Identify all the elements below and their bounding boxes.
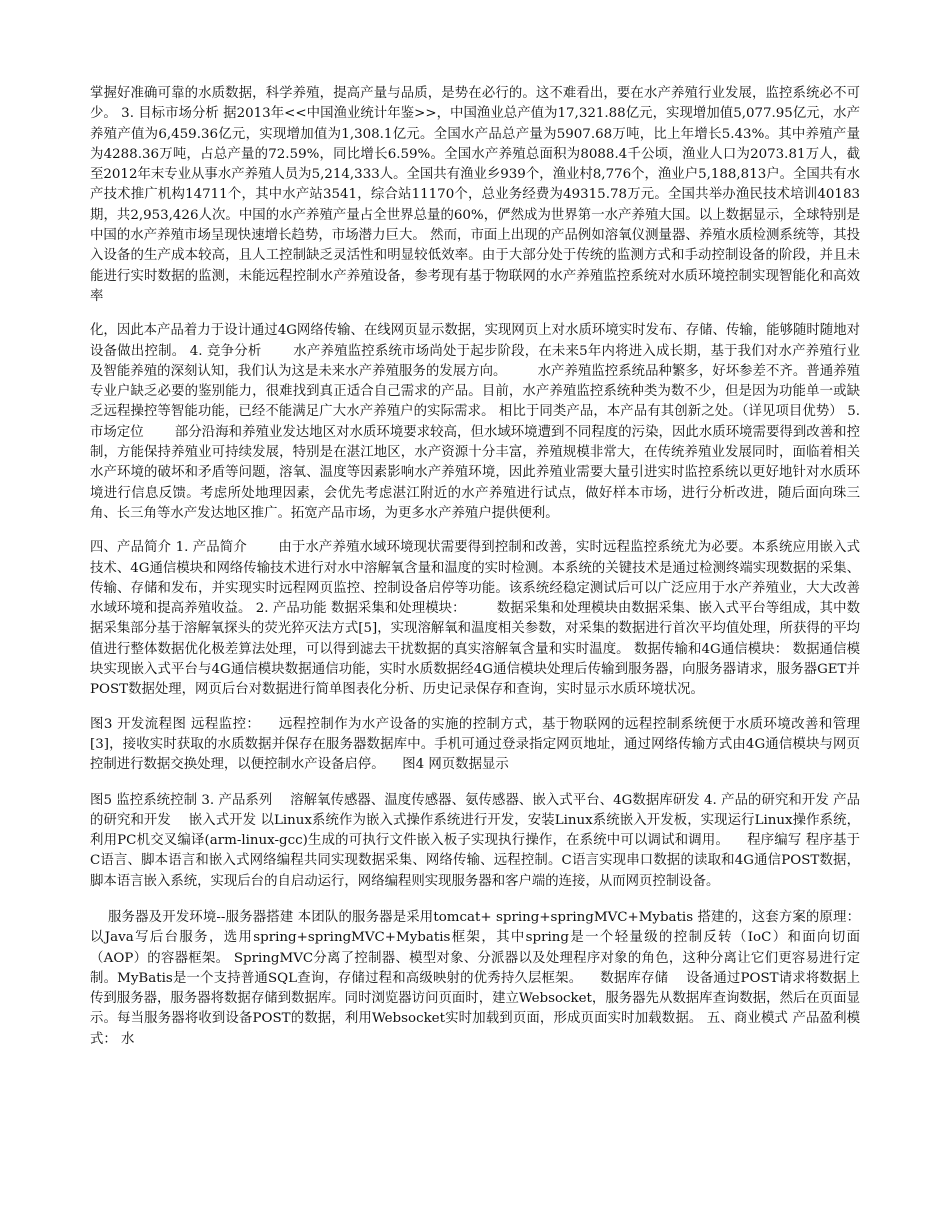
paragraph-remote-monitoring: 图3 开发流程图 远程监控： 远程控制作为水产设备的实施的控制方式，基于物联网的远程控制系统便于水质环境改善和管理[3]，接收实时获取的水质数据并保存在服务器数据库中。手机可通过登录指定网页地址，通过网络传输方式由4G通信模块与网页控制进行数据交换处理，以便控制水产设备启停。 图4 网页数据显示	[90, 716, 860, 773]
paragraph-server-environment: 服务器及开发环境--服务器搭建 本团队的服务器是采用tomcat+ spring+springMVC+Mybatis 搭建的，这套方案的原理：以Java写后台服务，选用spring+springMVC+Mybatis框架，其中spring是一个轻量级的控制反转（IoC）和面向切面（AOP）的容器框架。 SpringMVC分离了控制器、模型对象、分派器以及处理程序对象的角色，这种分离让它们更容易进行定制。MyBatis是一个支持普通SQL查询，存储过程和高级映射的优秀持久层框架。 数据库存储 设备通过POST请求将数据上传到服务器，服务器将数据存储到数据库。同时浏览器访问页面时，建立Websocket，服务器先从数据库查询数据，然后在页面显示。每当服务器将收到设备POST的数据，利用Websocket实时加载到页面，形成页面实时加载数据。 五、商业模式 产品盈利模式： 水	[90, 909, 860, 1047]
paragraph-competition-positioning: 化，因此本产品着力于设计通过4G网络传输、在线网页显示数据，实现网页上对水质环境实时发布、存储、传输，能够随时随地对设备做出控制。 4. 竞争分析 水产养殖监控系统市场尚处于起步阶段，在未来5年内将进入成长期，基于我们对水产养殖行业及智能养殖的深刻认知，我们认为这是未来水产养殖服务的发展方向。 水产养殖监控系统品种繁多，好坏参差不齐。普通养殖专业户缺乏必要的鉴别能力，很难找到真正适合自己需求的产品。目前，水产养殖监控系统种类为数不少，但是因为功能单一或缺乏远程操控等智能功能，已经不能满足广大水产养殖户的实际需求。 相比于同类产品，本产品有其创新之处。（详见项目优势） 5. 市场定位 部分沿海和养殖业发达地区对水质环境要求较高，但水域环境遭到不同程度的污染，因此水质环境需要得到改善和控制，方能保持养殖业可持续发展，特别是在湛江地区，水产资源十分丰富，养殖规模非常大，在传统养殖业发展同时，面临着相关水产环境的破坏和矛盾等问题，溶氧、温度等因素影响水产养殖环境，因此养殖业需要大量引进实时监控系统以更好地针对水质环境进行信息反馈。考虑所处地理因素，会优先考虑湛江附近的水产养殖进行试点，做好样本市场，进行分析改进，随后面向珠三角、长三角等水产发达地区推广。拓宽产品市场，为更多水产养殖户提供便利。	[90, 323, 860, 521]
paragraph-product-series: 图5 监控系统控制 3. 产品系列 溶解氧传感器、温度传感器、氨传感器、嵌入式平台、4G数据库研发 4. 产品的研究和开发 产品的研究和开发 嵌入式开发 以Linux系统作为嵌入式操作系统进行开发，安装Linux系统嵌入开发板，实现运行Linux操作系统，利用PC机交叉编译(arm-linux-gcc)生成的可执行文件嵌入板子实现执行操作，在系统中可以调试和调用。 程序编写 程序基于C语言、脚本语言和嵌入式网络编程共同实现数据采集、网络传输、远程控制。C语言实现串口数据的读取和4G通信POST数据，脚本语言嵌入系统，实现后台的自启动运行，网络编程则实现服务器和客户端的连接，从而网页控制设备。	[90, 792, 860, 889]
document-body	[90, 84, 860, 1050]
paragraph-market-analysis: 掌握好准确可靠的水质数据，科学养殖，提高产量与品质，是势在必行的。这不难看出，要在水产养殖行业发展，监控系统必不可少。 3. 目标市场分析 据2013年<<中国渔业统计年鉴>>，中国渔业总产值为17,321.88亿元，实现增加值5,077.95亿元，水产养殖产值为6,459.36亿元，实现增加值为1,308.1亿元。全国水产品总产量为5907.68万吨，比上年增长5.43%。其中养殖产量为4288.36万吨，占总产量的72.59%，同比增长6.59%。全国水产养殖总面积为8088.4千公顷，渔业人口为2073.81万人，截至2012年末专业从事水产养殖人员为5,214,333人。全国共有渔业乡939个，渔业村8,776个，渔业户5,188,813户。全国共有水产技术推广机构14711个，其中水产站3541，综合站11170个，总业务经费为49315.78万元。全国共举办渔民技术培训40183期，共2,953,426人次。中国的水产养殖产量占全世界总量的60%，俨然成为世界第一水产养殖大国。以上数据显示，全球特别是中国的水产养殖市场呈现快速增长趋势，市场潜力巨大。 然而，市面上出现的产品例如溶氧仪测量器、养殖水质检测系统等，其投入设备的生产成本较高，且人工控制缺乏灵活性和明显较低效率。由于大部分处于传统的监测方式和手动控制设备的阶段，并且未能进行实时数据的监测，未能远程控制水产养殖设备，参考现有基于物联网的水产养殖监控系统对水质环境控制实现智能化和高效率	[90, 86, 860, 304]
paragraph-product-intro: 四、产品简介 1. 产品简介 由于水产养殖水域环境现状需要得到控制和改善，实时远程监控系统尤为必要。本系统应用嵌入式技术、4G通信模块和网络传输技术进行对水中溶解氧含量和温度的实时检测。本系统的关键技术是通过检测终端实现数据的采集、传输、存储和发布，并实现实时远程网页监控、控制设备启停等功能。该系统经稳定测试后可以广泛应用于水产养殖业，大大改善水域环境和提高养殖收益。 2. 产品功能 数据采集和处理模块： 数据采集和处理模块由数据采集、嵌入式平台等组成，其中数据采集部分基于溶解氧探头的荧光猝灭法方式[5]，实现溶解氧和温度相关参数，对采集的数据进行首次平均值处理，所获得的平均值进行整体数据优化极差算法处理，可以得到滤去干扰数据的真实溶解氧含量和实时温度。 数据传输和4G通信模块： 数据通信模块实现嵌入式平台与4G通信模块数据通信功能，实时水质数据经4G通信模块处理后传输到服务器，向服务器请求，服务器GET并POST数据处理，网页后台对数据进行简单图表化分析、历史记录保存和查询，实时显示水质环境状况。	[90, 540, 860, 698]
